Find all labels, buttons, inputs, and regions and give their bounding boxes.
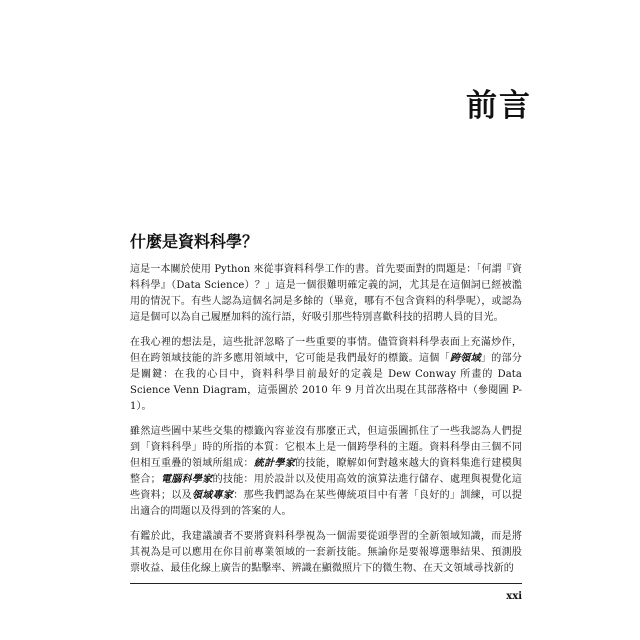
chapter-title: 前言 [466,88,532,124]
emphasis-interdisciplinary: 跨領域 [449,353,481,364]
section-heading: 什麼是資料科學？ [130,232,259,251]
page-number: xxi [506,591,522,602]
paragraph-3-text-b: 的技能，瞭解如何對越來越大的資料集進行建模與整合； [130,458,523,485]
paragraph-4: 有鑑於此，我建議讀者不要將資料科學視為一個需要從頭學習的全新領域知識，而是將其視為是可以應用在你目前專業領域的一套新技能。無論你是要報導選舉結果、預測股票收益、最佳化線上廣告的點擊率、辨識在顯微照片下的微生物、在天文領域尋找新的 [130,531,522,574]
paragraph-3-text-c: 的技能：用於設計以及使用高效的演算法進行儲存、處理與視覺化這些資料；以及 [130,474,522,501]
emphasis-domain-expert: 領域專家 [191,490,234,501]
emphasis-statistician: 統計學家 [253,458,296,469]
footer-rule [130,583,522,584]
body-text [130,262,522,586]
paragraph-1: 這是一本關於使用 Python 來從事資料科學工作的書。首先要面對的問題是：「何謂『資料科學』（Data Science）？」這是一個很難明確定義的詞，尤其是在這個詞已經被濫用的情況下。有些人認為這個名詞是多餘的（畢竟，哪有不包含資料的科學呢），或認為這是個可以為自己履歷加料的流行語，好吸引那些特別喜歡科技的招聘人員的目光。 [130,264,522,323]
emphasis-computer-scientist: 電腦科學家 [160,474,213,485]
paragraph-3-text-d: ：那些我們認為在某些傳統項目中有著「良好的」訓練，可以提出適合的問題以及得到的答案的人。 [130,490,522,517]
paragraph-3 [130,424,522,520]
paragraph-2-text-a: 在我心裡的想法是，這些批評忽略了一些重要的事情。儘管資料科學表面上充滿炒作，但在跨領域技能的許多應用領域中，它可能是我們最好的標籤。這個「 [130,337,522,364]
paragraph-2-text-b: 」的部分是關鍵：在我的心目中，資料科學目前最好的定義是 Dew Conway 所畫的 Data Science Venn Diagram，這張圖於 2010 年 9 月首次出現在其部落格中（參閱圖 P-1）。 [130,353,522,412]
paragraph-2 [130,335,522,415]
paragraph-3-text-a: 雖然這些圖中某些交集的標籤內容並沒有那麼正式，但這張圖抓住了一些我認為人們提到「資料科學」時的所指的本質：它根本上是一個跨學科的主題。資料科學由三個不同但相互重疊的領域所組成： [130,426,522,469]
